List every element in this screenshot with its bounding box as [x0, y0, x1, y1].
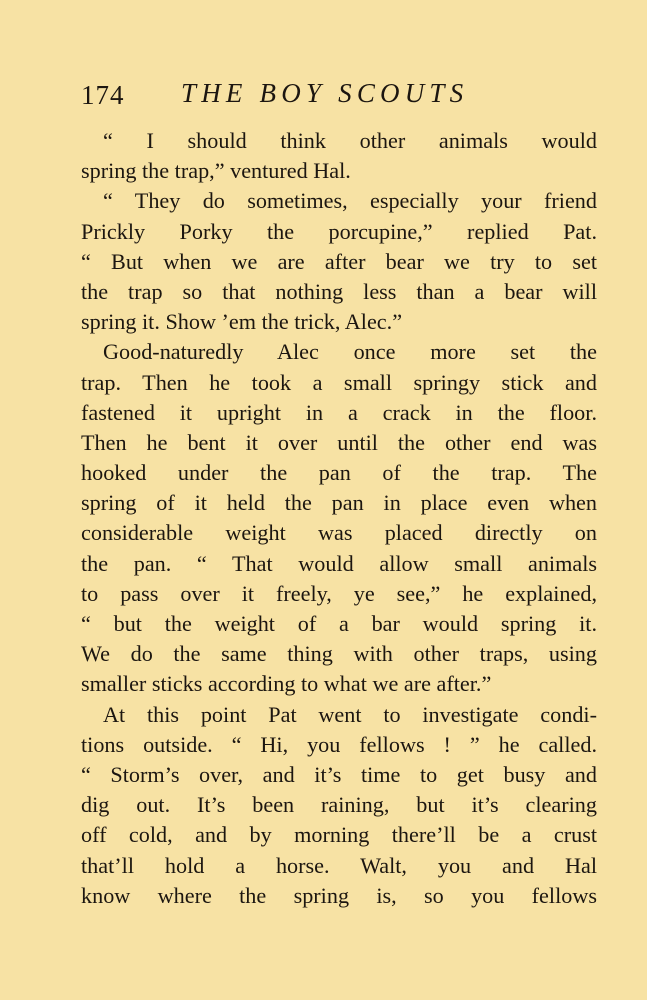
text-line: the trap so that nothing less than a bear will [81, 278, 597, 304]
text-line: trap. Then he took a small springy stick and [81, 369, 597, 395]
body-text [81, 126, 597, 911]
running-title: THE BOY SCOUTS [181, 78, 469, 108]
text-line: considerable weight was placed directly on [81, 520, 597, 546]
text-line: the pan. “ That would allow small animals [81, 550, 597, 576]
text-line: We do the same thing with other traps, using [81, 641, 597, 667]
text-line: Good-naturedly Alec once more set the [103, 339, 597, 365]
text-line: fastened it upright in a crack in the floor. [81, 399, 597, 425]
text-line: smaller sticks according to what we are after.” [81, 671, 492, 697]
text-line: At this point Pat went to investigate condi- [103, 701, 597, 727]
page-header [81, 78, 601, 118]
text-line: “ But when we are after bear we try to set [81, 248, 597, 274]
text-line: that’ll hold a horse. Walt, you and Hal [81, 852, 597, 878]
text-line: Prickly Porky the porcupine,” replied Pat. [81, 218, 597, 244]
page-number: 174 [81, 80, 125, 110]
text-line: “ but the weight of a bar would spring it. [81, 611, 597, 636]
text-line: dig out. It’s been raining, but it’s clearing [81, 792, 597, 818]
text-line: off cold, and by morning there’ll be a crust [81, 822, 597, 848]
text-line: Then he bent it over until the other end was [81, 429, 597, 455]
text-line: to pass over it freely, ye see,” he explained, [81, 580, 597, 606]
text-line: “ I should think other animals would [103, 128, 597, 153]
text-line: know where the spring is, so you fellows [81, 882, 597, 908]
text-line: spring it. Show ’em the trick, Alec.” [81, 309, 403, 335]
text-line: spring the trap,” ventured Hal. [81, 158, 351, 184]
text-line: tions outside. “ Hi, you fellows ! ” he called. [81, 731, 597, 757]
text-line: hooked under the pan of the trap. The [81, 460, 597, 486]
text-line: “ They do sometimes, especially your friend [103, 188, 597, 214]
text-line: “ Storm’s over, and it’s time to get busy and [81, 761, 597, 787]
text-line: spring of it held the pan in place even when [81, 490, 597, 516]
